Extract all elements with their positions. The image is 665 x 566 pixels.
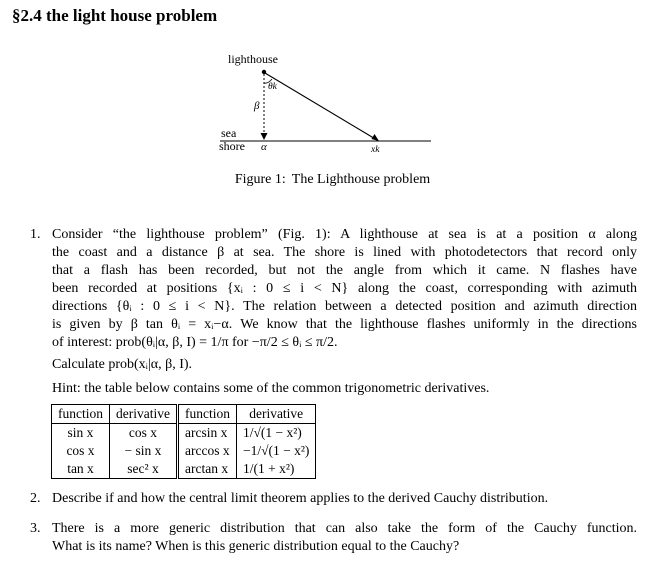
- table-cell: cos x: [110, 424, 178, 443]
- question-2: [30, 490, 637, 508]
- table-header-row: [52, 405, 316, 424]
- ray-arrowhead: [372, 134, 380, 141]
- q3-line-1: There is a more generic distribution that can also take the form of the Cauchy function.: [52, 521, 637, 536]
- label-alpha: α: [261, 141, 267, 153]
- question-3-number: 3.: [30, 521, 41, 536]
- table-cell: − sin x: [110, 442, 178, 460]
- label-lighthouse: lighthouse: [228, 52, 278, 66]
- table-header-cell: derivative: [236, 405, 315, 424]
- label-beta: β: [254, 100, 260, 112]
- flash-ray-line: [265, 73, 377, 140]
- table-cell: sec² x: [110, 460, 178, 479]
- table-cell: tan x: [52, 460, 110, 479]
- q3-line-2: What is its name? When is this generic distribution equal to the Cauchy?: [52, 539, 460, 554]
- table-cell: sin x: [52, 424, 110, 443]
- caption-text: The Lighthouse problem: [291, 172, 431, 187]
- table-cell: cos x: [52, 442, 110, 460]
- question-1-number: 1.: [30, 227, 41, 242]
- table-row: [52, 442, 316, 460]
- q1-line-2: the coast and a distance β at sea. The shore is lined with photodetectors that record only: [52, 245, 637, 260]
- table-header-cell: derivative: [110, 405, 178, 424]
- lighthouse-figure: [0, 0, 665, 200]
- table-cell: arcsin x: [177, 424, 236, 443]
- label-shore: shore: [219, 139, 245, 153]
- label-sea: sea: [221, 126, 237, 140]
- q1-line-4: been recorded at positions {xᵢ : 0 ≤ i < N} along the coast, corresponding with azimuth: [52, 281, 637, 296]
- label-x: xk: [371, 145, 380, 155]
- q2-text: Describe if and how the central limit theorem applies to the derived Cauchy distribution.: [52, 491, 549, 506]
- table-header-cell: function: [177, 405, 236, 424]
- q1-line-3: that a flash has been recorded, but not the angle from which it came. N flashes have: [52, 263, 637, 278]
- table-cell: −1/√(1 − x²): [236, 442, 315, 460]
- figure-caption: [0, 172, 665, 188]
- table-cell: 1/√(1 − x²): [236, 424, 315, 443]
- q1-line-5: directions {θᵢ : 0 ≤ i < N}. The relation between a detected position and azimuth direction: [52, 299, 637, 314]
- table-row: [52, 460, 316, 479]
- label-theta: θk: [268, 82, 277, 92]
- section-title: §2.4 the light house problem: [12, 6, 218, 25]
- caption-label: Figure 1:: [234, 172, 286, 187]
- derivatives-table: [51, 404, 316, 479]
- q1-line-7: of interest: prob(θᵢ|α, β, I) = 1/π for −π/2 ≤ θᵢ ≤ π/2.: [52, 335, 338, 350]
- question-2-number: 2.: [30, 491, 41, 506]
- q1-line-6: is given by β tan θᵢ = xᵢ−α. We know that the lighthouse flashes uniformly in the directions: [52, 317, 637, 332]
- table-header-cell: function: [52, 405, 110, 424]
- q1-line-1: Consider “the lighthouse problem” (Fig. 1): A lighthouse at sea is at a position α along: [52, 227, 637, 242]
- table-cell: 1/(1 + x²): [236, 460, 315, 479]
- q1-calculate: Calculate prob(xᵢ|α, β, I).: [52, 357, 193, 372]
- table-cell: arccos x: [177, 442, 236, 460]
- q1-hint: Hint: the table below contains some of the common trigonometric derivatives.: [52, 381, 490, 396]
- table-row: [52, 424, 316, 443]
- perpendicular-arrowhead: [261, 133, 268, 140]
- question-3: [30, 520, 637, 556]
- table-cell: arctan x: [177, 460, 236, 479]
- question-1: [30, 226, 637, 352]
